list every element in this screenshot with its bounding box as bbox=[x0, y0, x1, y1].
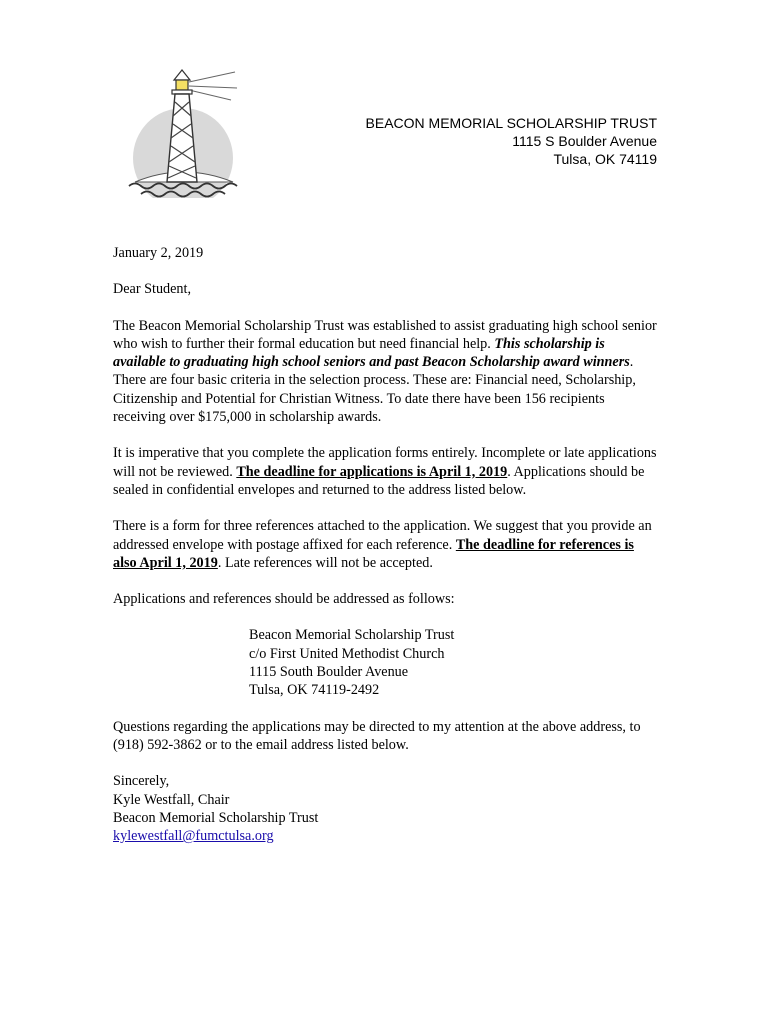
signer-org: Beacon Memorial Scholarship Trust bbox=[113, 809, 319, 826]
address-line: Beacon Memorial Scholarship Trust bbox=[249, 627, 455, 644]
address-line: 1115 South Boulder Avenue bbox=[249, 664, 409, 681]
applications-text-1: It is imperative that you complete the application forms entirely. Incomplete or late applications will not be reviewed. bbox=[113, 445, 657, 480]
address-line: Tulsa, OK 74119-2492 bbox=[249, 682, 380, 699]
email-link[interactable]: kylewestfall@fumctulsa.org bbox=[113, 828, 274, 845]
closing-sincerely: Sincerely, bbox=[113, 773, 170, 790]
letterhead-org: BEACON MEMORIAL SCHOLARSHIP TRUST bbox=[365, 115, 657, 131]
paragraph-intro bbox=[113, 317, 658, 427]
intro-eligibility-emphasis: This scholarship is available to graduating high school seniors and past Beacon Scholarship award winners bbox=[113, 335, 630, 371]
letterhead bbox=[366, 114, 657, 168]
signer-name: Kyle Westfall, Chair bbox=[113, 791, 230, 808]
address-line: c/o First United Methodist Church bbox=[249, 645, 445, 662]
letter-body bbox=[113, 244, 658, 845]
salutation: Dear Student, bbox=[113, 281, 192, 298]
letter-date: January 2, 2019 bbox=[113, 245, 204, 261]
letterhead-city: Tulsa, OK 74119 bbox=[553, 151, 657, 167]
paragraph-questions: Questions regarding the applications may be directed to my attention at the above address, to (918) 592-3862 or to the email address listed below. bbox=[113, 718, 641, 753]
intro-text-2: . There are four basic criteria in the selection process. These are: Financial need, Scholarship, Citizenship and Potential for Christian Witness. To date there have been 156 recipients receiving over $175,000 in scholarship awards. bbox=[113, 354, 636, 426]
paragraph-references bbox=[113, 517, 658, 572]
references-deadline: The deadline for references is also April 1, 2019 bbox=[113, 536, 634, 571]
paragraph-address-intro: Applications and references should be addressed as follows: bbox=[113, 591, 455, 608]
intro-text-1: The Beacon Memorial Scholarship Trust was established to assist graduating high school senior who wish to further their formal education but need financial help. bbox=[113, 317, 657, 352]
paragraph-applications bbox=[113, 444, 658, 499]
signature-block bbox=[113, 772, 658, 845]
references-text-2: . Late references will not be accepted. bbox=[217, 554, 433, 571]
mailing-address bbox=[249, 626, 658, 699]
letterhead-street: 1115 S Boulder Avenue bbox=[512, 133, 657, 149]
applications-text-2: . Applications should be sealed in confidential envelopes and returned to the address listed below. bbox=[113, 463, 645, 498]
references-text-1: There is a form for three references attached to the application. We suggest that you provide an addressed envelope with postage affixed for each reference. bbox=[113, 518, 652, 553]
lighthouse-logo-icon bbox=[125, 66, 243, 198]
applications-deadline: The deadline for applications is April 1, 2019 bbox=[236, 463, 508, 480]
